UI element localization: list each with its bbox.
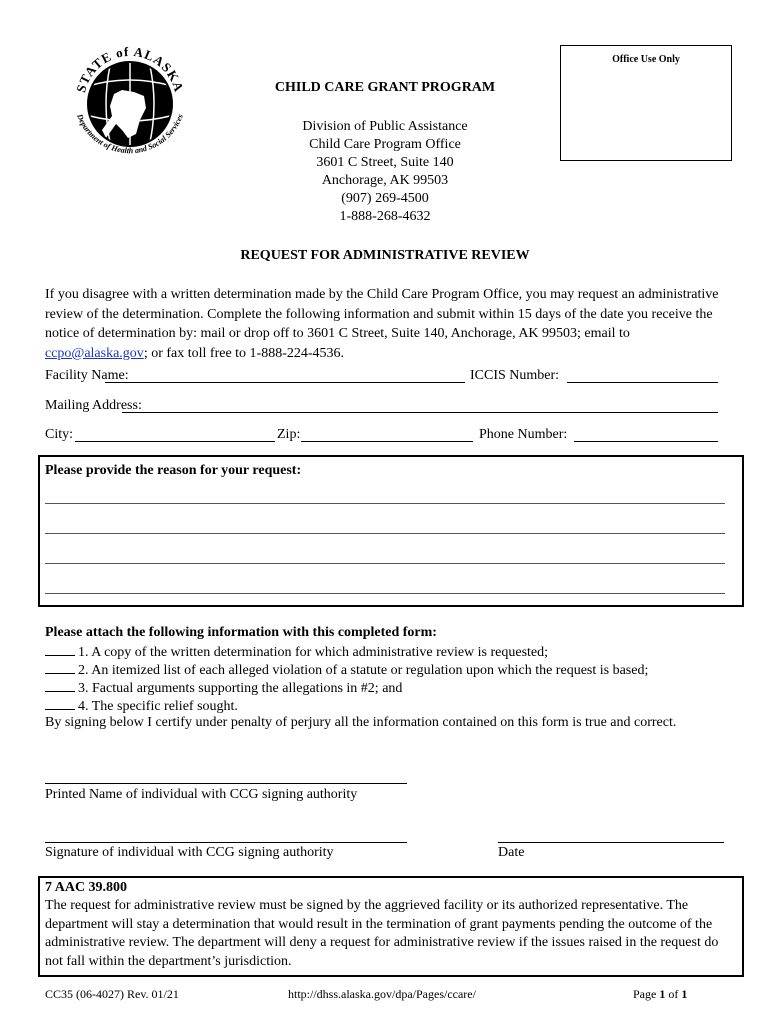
attach-item-4-text: 4. The specific relief sought. [78, 699, 238, 714]
attach-title: Please attach the following information with this completed form: [45, 625, 437, 640]
facility-name-label: Facility Name: [45, 368, 129, 383]
attach-item-3 [45, 679, 402, 697]
address-phone: (907) 269-4500 [341, 191, 429, 206]
mailing-address-field[interactable] [122, 398, 718, 413]
city-row [45, 427, 725, 447]
attach-item-2-text: 2. An itemized list of each alleged violation of a statute or regulation upon which the request is based; [78, 663, 649, 678]
mailing-address-label: Mailing Address: [45, 398, 142, 413]
address-office: Child Care Program Office [309, 137, 461, 152]
reason-line-3[interactable] [45, 563, 725, 564]
footer-page-number [633, 987, 687, 1002]
attach-check-3[interactable] [45, 679, 75, 692]
city-label: City: [45, 427, 74, 442]
printed-name-line[interactable] [45, 783, 407, 784]
iccis-number-label: ICCIS Number: [470, 368, 560, 383]
iccis-number-field[interactable] [567, 368, 718, 383]
attach-item-1 [45, 643, 548, 661]
address-tollfree: 1-888-268-4632 [339, 209, 431, 224]
address-city: Anchorage, AK 99503 [321, 173, 449, 188]
page-total: 1 [681, 987, 688, 1001]
seal-bottom-text: Department of Health and Social Services [75, 112, 185, 156]
phone-number-label: Phone Number: [479, 427, 568, 442]
attach-check-1[interactable] [45, 643, 75, 656]
state-seal-logo [62, 34, 198, 170]
form-title: REQUEST FOR ADMINISTRATIVE REVIEW [240, 248, 530, 263]
printed-name-label: Printed Name of individual with CCG signing authority [45, 787, 358, 802]
zip-field[interactable] [301, 427, 473, 442]
email-link[interactable]: ccpo@alaska.gov [45, 345, 144, 361]
reason-line-1[interactable] [45, 503, 725, 504]
office-use-label: Office Use Only [612, 54, 680, 65]
intro-fax-text: ; or fax toll free to 1-888-224-4536. [143, 345, 345, 361]
footer-form-id: CC35 (06-4027) Rev. 01/21 [45, 987, 179, 1001]
page-prefix: Page [633, 987, 660, 1001]
program-title: CHILD CARE GRANT PROGRAM [274, 80, 496, 95]
phone-number-field[interactable] [574, 427, 718, 442]
reason-line-2[interactable] [45, 533, 725, 534]
reason-line-4[interactable] [45, 593, 725, 594]
intro-paragraph [45, 285, 735, 363]
facility-row [45, 368, 725, 388]
mailing-row [45, 398, 725, 418]
signature-label: Signature of individual with CCG signing authority [45, 845, 334, 860]
facility-name-field[interactable] [105, 368, 465, 383]
zip-label: Zip: [277, 427, 301, 442]
certification-text: By signing below I certify under penalty of perjury all the information contained on this form is true and correct. [45, 715, 677, 730]
footer-url: http://dhss.alaska.gov/dpa/Pages/ccare/ [288, 987, 476, 1001]
attach-check-2[interactable] [45, 661, 75, 674]
city-field[interactable] [75, 427, 275, 442]
attach-check-4[interactable] [45, 697, 75, 710]
address-division: Division of Public Assistance [302, 119, 468, 134]
attach-item-2 [45, 661, 648, 679]
regulation-title: 7 AAC 39.800 [45, 880, 128, 895]
page-of: of [665, 987, 682, 1001]
regulation-text: The request for administrative review must be signed by the aggrieved facility or its authorized representative. The department will stay a determination that would result in the termination of grant payments pending the outcome of the administrative review. The department will deny a request for administrative review if the issues raised in the request do not fall within the department’s jurisdiction. [45, 898, 719, 969]
attach-item-3-text: 3. Factual arguments supporting the allegations in #2; and [78, 681, 403, 696]
date-line[interactable] [498, 842, 724, 843]
reason-label: Please provide the reason for your request: [45, 463, 302, 478]
signature-line[interactable] [45, 842, 407, 843]
seal-top-text: STATE of ALASKA [73, 43, 187, 95]
address-street: 3601 C Street, Suite 140 [316, 155, 454, 170]
date-label: Date [498, 845, 525, 860]
page-current: 1 [659, 987, 666, 1001]
intro-text: If you disagree with a written determination made by the Child Care Program Office, you may request an administrative review of the determination. Complete the following information and submit within 15 days of the date you receive the notice of determination by: mail or drop off to 3601 C Street, Suite 140, Anchorage, AK 99503; email to [45, 287, 719, 341]
attach-item-1-text: 1. A copy of the written determination for which administrative review is requested; [78, 645, 549, 660]
